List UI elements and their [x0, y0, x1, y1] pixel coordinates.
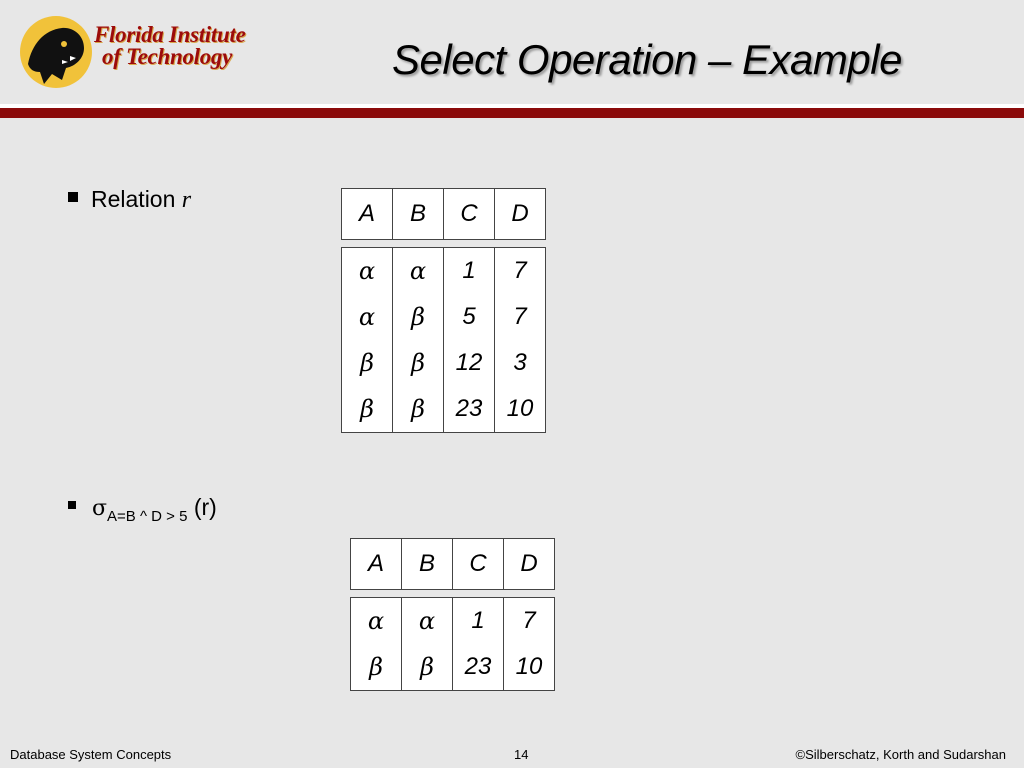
- footer-left: Database System Concepts: [10, 747, 172, 762]
- table-cell: 3: [495, 340, 546, 386]
- table-cell: α: [342, 294, 393, 340]
- table-cell: 23: [453, 644, 504, 691]
- header-cell: D: [504, 539, 555, 590]
- header-rule: [0, 108, 1024, 118]
- logo-line-1: Florida Institute: [94, 22, 246, 47]
- relation-r-header: [341, 188, 546, 240]
- header-cell: D: [495, 189, 546, 240]
- table-row: [342, 248, 546, 295]
- bullet-marker-1: [68, 192, 78, 202]
- fit-logo: [18, 14, 258, 90]
- selection-predicate: A=B ^ D > 5: [107, 508, 188, 525]
- table-cell: β: [351, 644, 402, 691]
- header-cell: C: [444, 189, 495, 240]
- relation-var: r: [181, 187, 192, 213]
- result-body: [350, 597, 555, 691]
- table-cell: β: [393, 294, 444, 340]
- sigma-symbol: σ: [92, 496, 108, 521]
- logo-wordmark: [94, 24, 245, 68]
- table-cell: α: [351, 598, 402, 645]
- table-row: [342, 340, 546, 386]
- selection-arg: (r): [193, 494, 217, 520]
- table-cell: β: [393, 386, 444, 433]
- footer-right: ©Silberschatz, Korth and Sudarshan: [795, 747, 1006, 762]
- table-row: [351, 598, 555, 645]
- header-cell: A: [342, 189, 393, 240]
- table-cell: β: [342, 340, 393, 386]
- header-cell: B: [402, 539, 453, 590]
- table-cell: α: [402, 598, 453, 645]
- table-cell: 10: [495, 386, 546, 433]
- table-cell: 1: [453, 598, 504, 645]
- table-cell: 7: [495, 248, 546, 295]
- table-row: [342, 386, 546, 433]
- page-number: 14: [514, 747, 529, 762]
- table-cell: 10: [504, 644, 555, 691]
- table-cell: α: [342, 248, 393, 295]
- table-cell: 5: [444, 294, 495, 340]
- table-cell: 12: [444, 340, 495, 386]
- slide-title: Select Operation – Example: [392, 36, 902, 83]
- panther-logo-icon: [18, 14, 94, 90]
- header-cell: A: [351, 539, 402, 590]
- result-header: [350, 538, 555, 590]
- logo-line-2: of Technology: [102, 44, 233, 69]
- relation-label: Relation: [91, 186, 176, 212]
- table-row: [342, 294, 546, 340]
- table-cell: 1: [444, 248, 495, 295]
- header-cell: C: [453, 539, 504, 590]
- relation-r-body: [341, 247, 546, 433]
- selection-expression: [92, 494, 217, 525]
- table-cell: β: [342, 386, 393, 433]
- table-cell: 23: [444, 386, 495, 433]
- table-cell: α: [393, 248, 444, 295]
- table-cell: 7: [495, 294, 546, 340]
- table-cell: β: [393, 340, 444, 386]
- relation-bullet: [91, 186, 191, 214]
- bullet-marker-2: [68, 501, 76, 509]
- header-cell: B: [393, 189, 444, 240]
- table-cell: β: [402, 644, 453, 691]
- table-cell: 7: [504, 598, 555, 645]
- table-row: [351, 644, 555, 691]
